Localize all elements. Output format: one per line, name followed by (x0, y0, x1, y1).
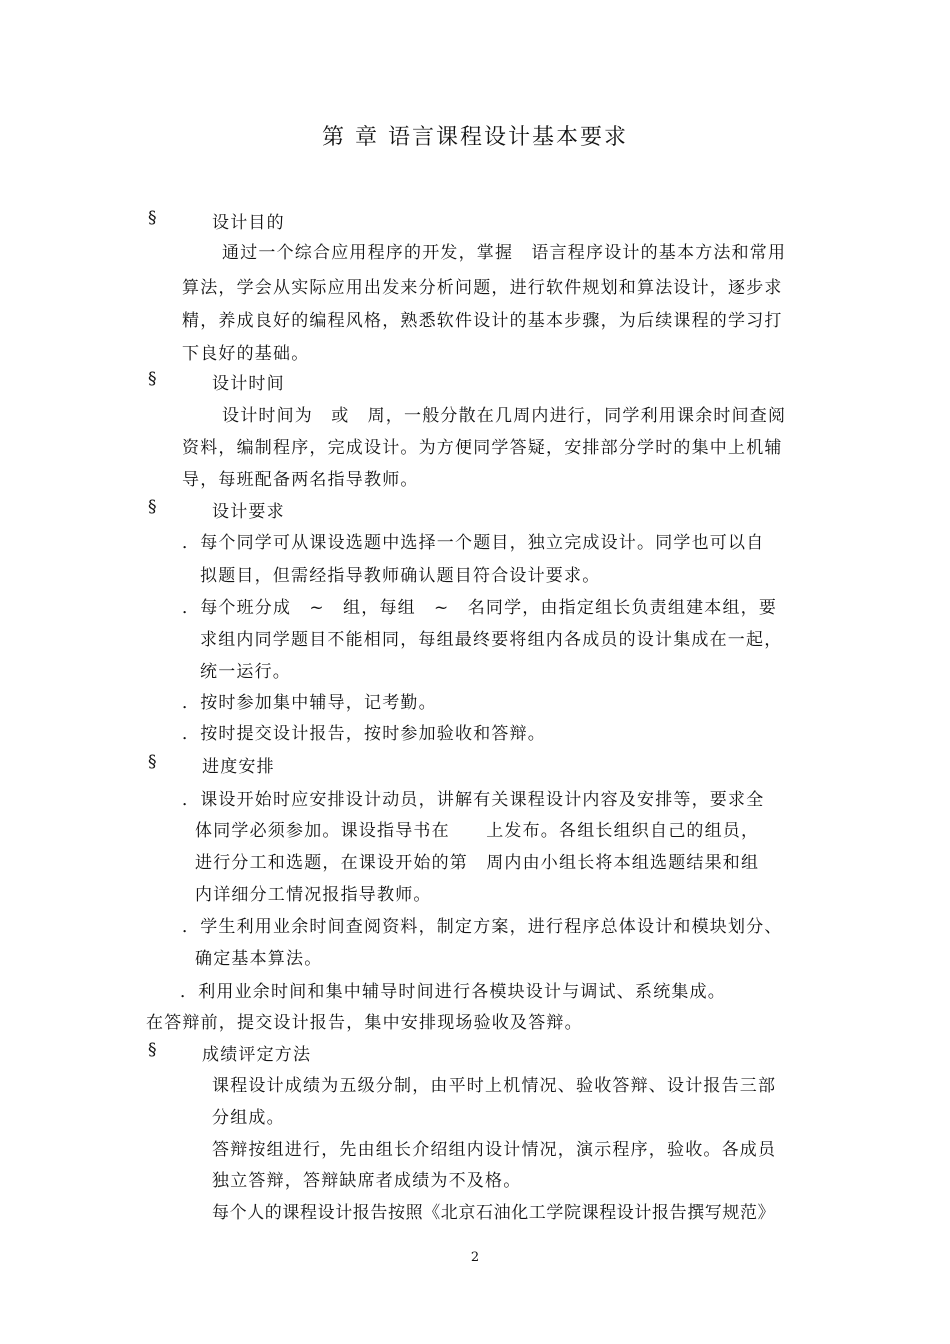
list-item-line: 统一运行。 (200, 662, 291, 682)
list-item-line: ．课设开始时应安排设计动员，讲解有关课程设计内容及安排等，要求全 (182, 790, 765, 810)
list-item-line: 求组内同学题目不能相同，每组最终要将组内各成员的设计集成在一起， (200, 630, 783, 650)
list-item-line: ．利用业余时间和集中辅导时间进行各模块设计与调试、系统集成。 (180, 982, 726, 1002)
list-item-line: 每个人的课程设计报告按照《北京石油化工学院课程设计报告撰写规范》 (212, 1203, 776, 1223)
section-heading: 设计要求 (212, 502, 285, 522)
list-item-line: 进行分工和选题，在课设开始的第 周内由小组长将本组选题结果和组 (195, 853, 760, 873)
paragraph-line: 资料，编制程序，完成设计。为方便同学答疑，安排部分学时的集中上机辅 (182, 438, 783, 458)
list-item-line: ．学生利用业余时间查阅资料，制定方案，进行程序总体设计和模块划分、 (182, 917, 783, 937)
section-symbol: § (148, 497, 158, 517)
list-item-line: ．按时提交设计报告，按时参加验收和答辩。 (182, 724, 546, 744)
section-heading: 设计时间 (212, 374, 285, 394)
section-symbol: § (148, 752, 158, 772)
page-title: 第 章 语言课程设计基本要求 (322, 125, 628, 150)
section-symbol: § (148, 1040, 158, 1060)
list-item-line: 内详细分工情况报指导教师。 (195, 885, 432, 905)
paragraph-line: 在答辩前，提交设计报告，集中安排现场验收及答辩。 (146, 1013, 583, 1033)
section-heading: 设计目的 (212, 213, 285, 233)
section-symbol: § (148, 369, 158, 389)
list-item-line: 独立答辩，答辩缺席者成绩为不及格。 (212, 1171, 522, 1191)
list-item-line: ．每个班分成 ~ 组，每组 ~ 名同学，由指定组长负责组建本组，要 (182, 598, 778, 618)
list-item-line: ．按时参加集中辅导，记考勤。 (182, 693, 437, 713)
paragraph-line: 算法，学会从实际应用出发来分析问题，进行软件规划和算法设计，逐步求 (182, 278, 783, 298)
list-item-line: 分组成。 (212, 1108, 285, 1128)
list-item-line: ．每个同学可从课设选题中选择一个题目，独立完成设计。同学也可以自 (182, 533, 765, 553)
paragraph-line: 精，养成良好的编程风格，熟悉软件设计的基本步骤，为后续课程的学习打 (182, 311, 783, 331)
section-symbol: § (148, 208, 158, 228)
list-item-line: 答辩按组进行，先由组长介绍组内设计情况，演示程序，验收。各成员 (212, 1140, 777, 1160)
list-item-line: 拟题目，但需经指导教师确认题目符合设计要求。 (200, 566, 601, 586)
list-item-line: 课程设计成绩为五级分制，由平时上机情况、验收答辩、设计报告三部 (212, 1076, 777, 1096)
list-item-line: 确定基本算法。 (195, 949, 323, 969)
paragraph-line: 设计时间为 或 周，一般分散在几周内进行，同学利用课余时间查阅 (222, 406, 787, 426)
section-heading: 成绩评定方法 (202, 1045, 312, 1065)
paragraph-line: 导，每班配备两名指导教师。 (182, 470, 419, 490)
list-item-line: 体同学必须参加。课设指导书在 上发布。各组长组织自己的组员， (195, 821, 760, 841)
paragraph-line: 通过一个综合应用程序的开发，掌握 语言程序设计的基本方法和常用 (222, 243, 787, 263)
page-number: 2 (470, 1250, 480, 1265)
paragraph-line: 下良好的基础。 (182, 344, 310, 364)
section-heading: 进度安排 (202, 757, 275, 777)
